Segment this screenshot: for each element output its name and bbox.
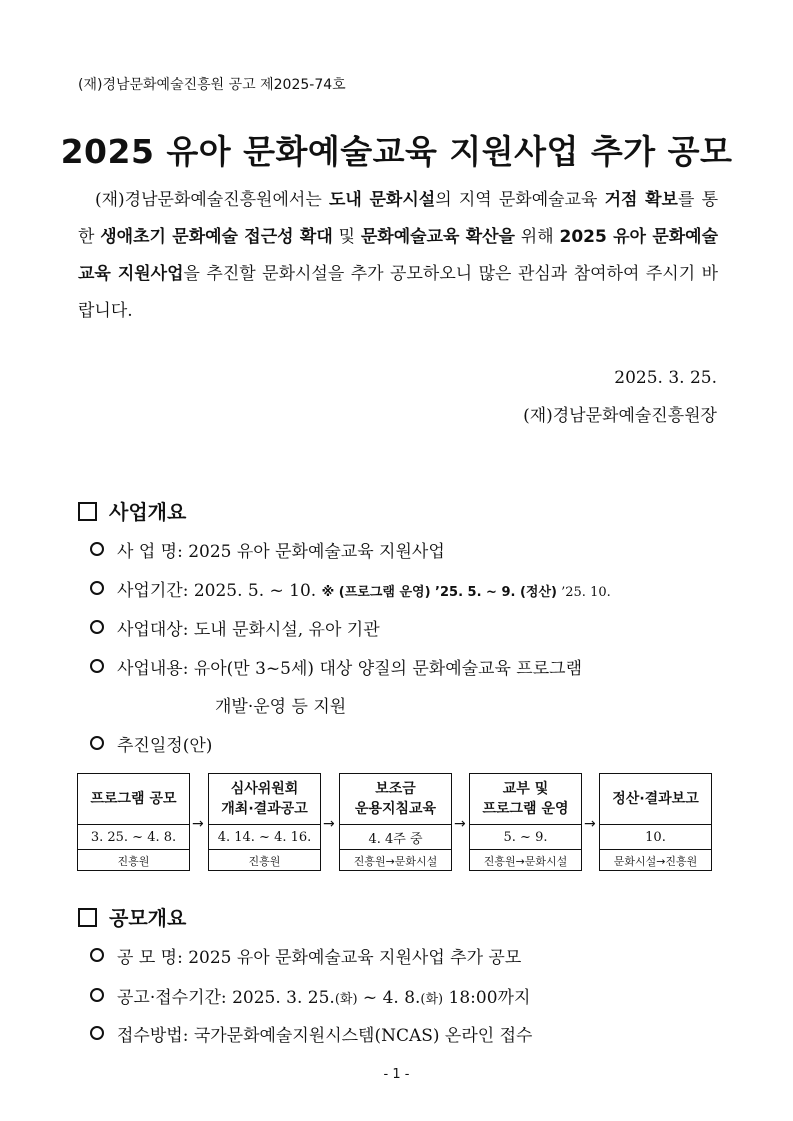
page-number: - 1 - — [383, 1067, 410, 1082]
schedule-stage-period: 5. ~ 9. — [470, 825, 581, 850]
list-item-text: 사업내용: 유아(만 3~5세) 대상 양질의 문화예술교육 프로그램 — [117, 659, 582, 679]
checkbox-square-icon — [78, 502, 97, 521]
section-heading-overview — [78, 496, 186, 525]
schedule-stage — [599, 773, 712, 871]
section-heading-label: 공모개요 — [109, 906, 187, 930]
schedule-stage-title: 심사위원회 개최·결과공고 — [209, 774, 320, 825]
list-item-text: 사업대상: 도내 문화시설, 유아 기관 — [117, 620, 380, 640]
intro-text: 를 통한 — [78, 190, 719, 247]
schedule-stage-period: 4. 4주 중 — [340, 825, 451, 850]
schedule-stage-period: 10. — [600, 825, 711, 850]
intro-text: 의 지역 문화예술교육 — [435, 190, 605, 210]
flow-arrow-icon: → — [192, 816, 204, 832]
list-item-content-continued: 개발·운영 등 지원 — [215, 697, 347, 717]
weekday-label: (화) — [334, 992, 358, 1007]
checkbox-square-icon — [78, 908, 97, 927]
schedule-stage-title: 교부 및 프로그램 운영 — [470, 774, 581, 825]
intro-text: (재)경남문화예술진흥원에서는 — [95, 190, 329, 210]
schedule-stage-title: 보조금 운용지침교육 — [340, 774, 451, 825]
schedule-stage — [469, 773, 582, 871]
schedule-stage — [77, 773, 190, 871]
schedule-stage-owner: 문화시설→진흥원 — [613, 855, 698, 868]
bullet-circle-icon — [90, 948, 104, 962]
bullet-circle-icon — [90, 1026, 104, 1040]
list-item-target — [90, 615, 380, 640]
section-heading-label: 사업개요 — [109, 500, 187, 524]
schedule-stage-owner: 진흥원 — [117, 855, 150, 868]
period-tail: ’25. 10. — [557, 585, 611, 600]
section-heading-call — [78, 902, 186, 931]
issue-date: 2025. 3. 25. — [614, 368, 717, 388]
flow-arrow-icon: → — [584, 816, 596, 832]
intro-emphasis: 2025 유아 문화예술교육 지원사업 — [78, 227, 719, 284]
bullet-circle-icon — [90, 542, 104, 556]
flow-arrow-icon: → — [323, 816, 335, 832]
list-item-text: 공고·접수기간: 2025. 3. 25. — [117, 988, 335, 1008]
intro-text: 위해 — [514, 227, 560, 247]
list-item-project-name — [90, 537, 445, 562]
schedule-stage-period: 3. 25. ~ 4. 8. — [78, 825, 189, 850]
intro-emphasis: 거점 확보 — [604, 190, 678, 210]
intro-emphasis: 도내 문화시설 — [328, 190, 436, 210]
weekday-label: (화) — [420, 992, 444, 1007]
list-item-call-period — [90, 983, 530, 1008]
list-item-call-name — [90, 943, 521, 968]
schedule-stage-owner: 진흥원 — [248, 855, 281, 868]
schedule-stage-owner: 진흥원→문화시설 — [483, 855, 568, 868]
intro-emphasis: 문화예술교육 확산을 — [360, 227, 515, 247]
list-item-text: 18:00까지 — [443, 988, 531, 1008]
list-item-project-period — [90, 576, 611, 601]
list-item-text: 사 업 명: 2025 유아 문화예술교육 지원사업 — [117, 542, 445, 562]
schedule-stage-title: 정산·결과보고 — [600, 774, 711, 825]
flow-arrow-icon: → — [454, 816, 466, 832]
list-item-text: 추진일정(안) — [117, 736, 213, 756]
list-item-content — [90, 654, 582, 679]
schedule-stage — [339, 773, 452, 871]
list-item-text: ~ 4. 8. — [357, 988, 421, 1008]
intro-text: 을 추진할 문화시설을 추가 공모하오니 많은 관심과 참여하여 주시기 바랍니다. — [78, 264, 719, 321]
bullet-circle-icon — [90, 736, 104, 750]
schedule-stage-owner: 진흥원→문화시설 — [353, 855, 438, 868]
bullet-circle-icon — [90, 620, 104, 634]
bullet-circle-icon — [90, 659, 104, 673]
issuer-name: (재)경남문화예술진흥원장 — [523, 406, 717, 426]
document-title: 2025 유아 문화예술교육 지원사업 추가 공모 — [60, 132, 733, 171]
schedule-stage-period: 4. 14. ~ 4. 16. — [209, 825, 320, 850]
list-item-text: 사업기간: 2025. 5. ~ 10. — [117, 581, 322, 601]
bullet-circle-icon — [90, 988, 104, 1002]
list-item-text: 공 모 명: 2025 유아 문화예술교육 지원사업 추가 공모 — [117, 948, 522, 968]
period-note: ※ (프로그램 운영) ’25. 5. ~ 9. (정산) — [321, 585, 557, 600]
list-item-call-method — [90, 1021, 532, 1046]
schedule-stage — [208, 773, 321, 871]
notice-number: (재)경남문화예술진흥원 공고 제2025-74호 — [78, 77, 346, 93]
list-item-schedule — [90, 731, 212, 756]
list-item-text: 접수방법: 국가문화예술지원시스템(NCAS) 온라인 접수 — [117, 1026, 533, 1046]
intro-paragraph — [78, 182, 718, 330]
intro-emphasis: 생애초기 문화예술 접근성 확대 — [100, 227, 333, 247]
schedule-stage-title: 프로그램 공모 — [78, 774, 189, 825]
intro-text: 및 — [332, 227, 361, 247]
bullet-circle-icon — [90, 581, 104, 595]
